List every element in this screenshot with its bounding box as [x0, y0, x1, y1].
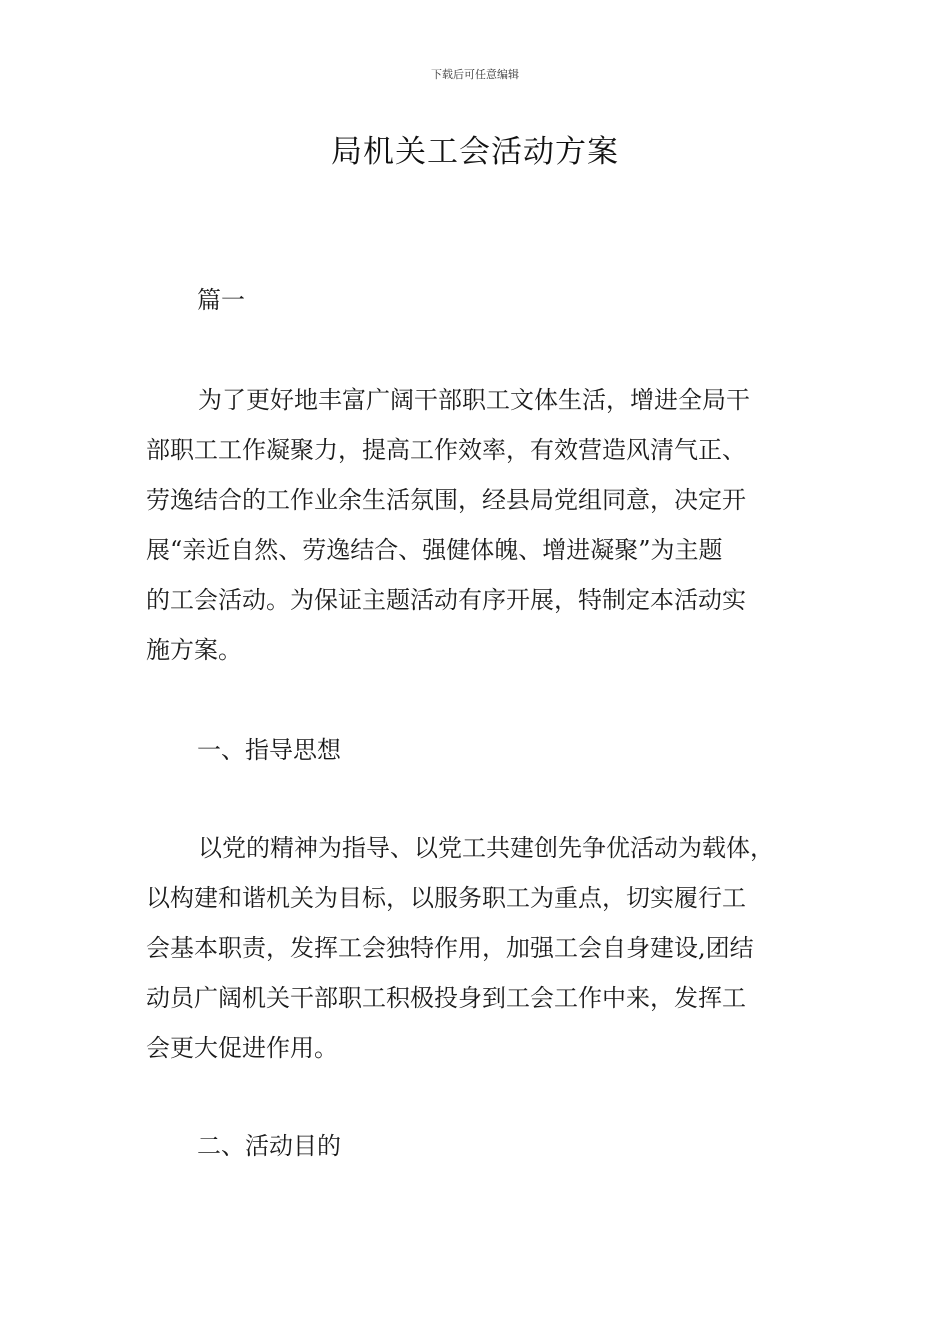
paragraph-line: 动员广阔机关干部职工积极投身到工会工作中来，发挥工 — [146, 984, 746, 1012]
paragraph-line: 会基本职责，发挥工会独特作用，加强工会自身建设,团结 — [146, 934, 754, 962]
paragraph-line: 以构建和谐机关为目标，以服务职工为重点，切实履行工 — [146, 884, 746, 912]
paragraph-line: 为了更好地丰富广阔干部职工文体生活，增进全局干 — [198, 386, 750, 414]
paragraph-line: 劳逸结合的工作业余生活氛围，经县局党组同意，决定开 — [146, 486, 746, 514]
paragraph-line: 会更大促进作用。 — [146, 1034, 338, 1062]
paragraph-line: 展“亲近自然、劳逸结合、强健体魄、增进凝聚”为主题 — [146, 536, 723, 564]
document-title: 局机关工会活动方案 — [331, 134, 619, 170]
section-heading-activity-purpose: 二、活动目的 — [197, 1132, 341, 1160]
paragraph-line: 以党的精神为指导、以党工共建创先争优活动为载体， — [198, 834, 774, 862]
header-note: 下载后可任意编辑 — [431, 68, 519, 81]
section-heading-guiding-ideology: 一、指导思想 — [197, 736, 341, 764]
paragraph-line: 的工会活动。为保证主题活动有序开展，特制定本活动实 — [146, 586, 746, 614]
paragraph-line: 施方案。 — [146, 636, 242, 664]
paragraph-line: 部职工工作凝聚力，提高工作效率，有效营造风清气正、 — [146, 436, 746, 464]
section-label: 篇一 — [197, 286, 245, 314]
